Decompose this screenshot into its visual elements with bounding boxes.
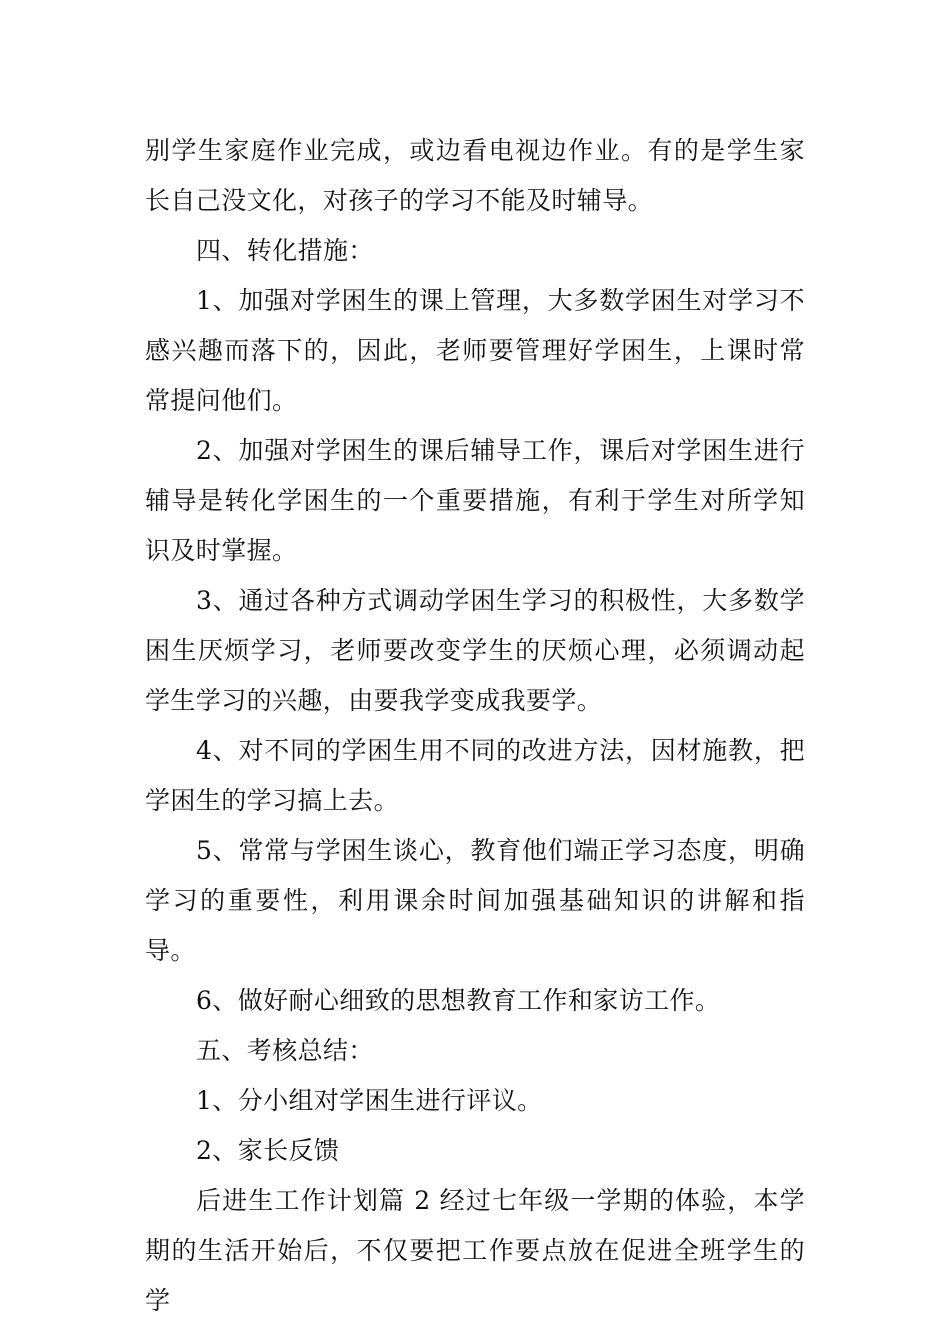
paragraph-assessment-2: 2、家长反馈	[196, 1136, 340, 1165]
paragraph-assessment-1: 1、分小组对学困生进行评议。	[196, 1086, 543, 1115]
paragraph-measure-4: 4、对不同的学困生用不同的改进方法，因材施教，把学困生的学习搞上去。	[145, 736, 805, 815]
paragraph-measure-6: 6、做好耐心细致的思想教育工作和家访工作。	[196, 986, 721, 1015]
paragraph-measure-3: 3、通过各种方式调动学困生学习的积极性，大多数学困生厌烦学习，老师要改变学生的厌烦心理，必须调动起学生学习的兴趣，由要我学变成我要学。	[145, 586, 805, 715]
paragraph-measure-2: 2、加强对学困生的课后辅导工作，课后对学困生进行辅导是转化学困生的一个重要措施，有利于学生对所学知识及时掌握。	[145, 436, 805, 565]
section-heading-assessment: 五、考核总结：	[196, 1036, 374, 1065]
section-heading-measures: 四、转化措施：	[196, 236, 374, 265]
paragraph-continuation: 别学生家庭作业完成，或边看电视边作业。有的是学生家长自己没文化，对孩子的学习不能及时辅导。	[145, 136, 805, 215]
paragraph-measure-5: 5、常常与学困生谈心，教育他们端正学习态度，明确学习的重要性，利用课余时间加强基础知识的讲解和指导。	[145, 836, 805, 965]
paragraph-plan-2-intro: 后进生工作计划篇 2 经过七年级一学期的体验，本学期的生活开始后，不仅要把工作要点放在促进全班学生的学	[145, 1186, 805, 1315]
document-page	[145, 126, 805, 1326]
paragraph-measure-1: 1、加强对学困生的课上管理，大多数学困生对学习不感兴趣而落下的，因此，老师要管理好学困生，上课时常常提问他们。	[145, 286, 805, 415]
